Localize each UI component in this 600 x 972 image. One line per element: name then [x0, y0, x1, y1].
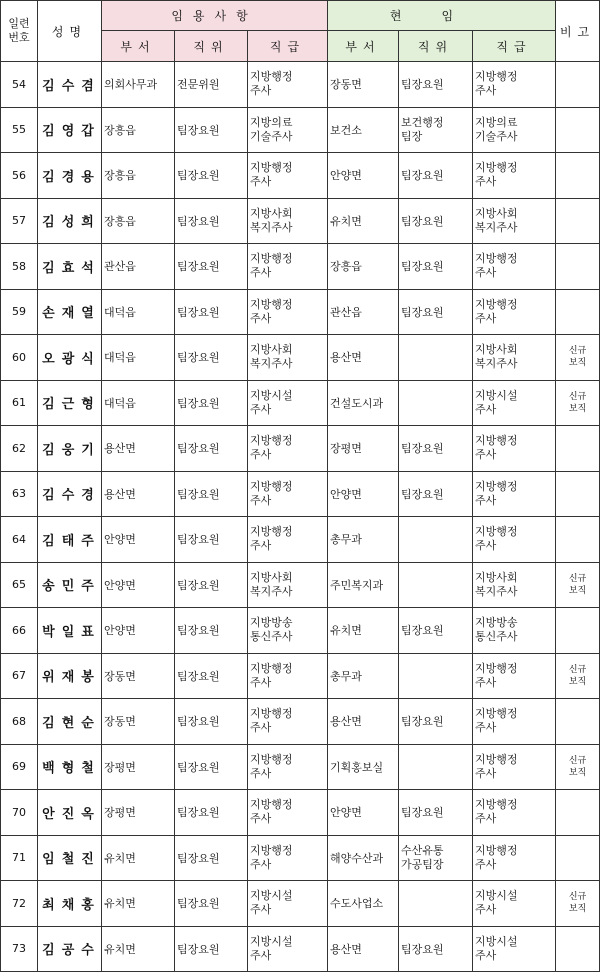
- current-grade: [473, 198, 556, 244]
- current-dept: 안양면: [328, 471, 399, 517]
- header-appoint-position: 직위: [175, 31, 248, 62]
- row-number: 70: [1, 790, 38, 836]
- appoint-position: 팀장요원: [175, 153, 248, 199]
- header-current: 현임: [328, 1, 556, 31]
- current-grade: [473, 699, 556, 745]
- note: [556, 153, 600, 199]
- appoint-grade: [248, 198, 328, 244]
- appoint-position: 팀장요원: [175, 608, 248, 654]
- current-grade-line: 지방행정: [475, 479, 518, 493]
- note: [556, 426, 600, 472]
- current-grade: [473, 471, 556, 517]
- current-position: 팀장요원: [399, 198, 473, 244]
- note: [556, 471, 600, 517]
- appoint-grade: [248, 471, 328, 517]
- appoint-grade: [248, 653, 328, 699]
- current-grade-line: 지방행정: [475, 161, 518, 175]
- person-name: 안진옥: [38, 790, 102, 836]
- current-dept: 용산면: [328, 926, 399, 972]
- row-number: 66: [1, 608, 38, 654]
- current-dept: 수도사업소: [328, 881, 399, 927]
- note: [556, 926, 600, 972]
- appoint-position: 팀장요원: [175, 244, 248, 290]
- current-dept: 용산면: [328, 335, 399, 381]
- appoint-dept: 안양면: [102, 562, 175, 608]
- appoint-grade-line: 기술주사: [250, 129, 293, 143]
- current-dept: 유치면: [328, 198, 399, 244]
- table-row: [1, 335, 600, 381]
- current-grade-line: 지방행정: [475, 843, 518, 857]
- row-number: 64: [1, 517, 38, 563]
- table-row: [1, 153, 600, 199]
- appoint-grade: [248, 335, 328, 381]
- appoint-grade: [248, 289, 328, 335]
- current-grade-line: 지방행정: [475, 434, 518, 448]
- person-name: 오광식: [38, 335, 102, 381]
- appoint-grade-line: 복지주사: [250, 357, 293, 371]
- current-grade-line: 주사: [475, 448, 497, 462]
- header-row-1: [1, 1, 600, 31]
- appoint-grade-line: 주사: [250, 857, 272, 871]
- header-appoint-grade: 직급: [248, 31, 328, 62]
- current-dept: 총무과: [328, 653, 399, 699]
- current-position: [399, 744, 473, 790]
- current-grade-line: 복지주사: [475, 584, 518, 598]
- header-no: 일련 번호: [1, 1, 38, 62]
- current-grade-line: 지방행정: [475, 707, 518, 721]
- appoint-grade-line: 주사: [250, 903, 272, 917]
- current-grade-line: 주사: [475, 903, 497, 917]
- row-number: 58: [1, 244, 38, 290]
- appoint-grade-line: 주사: [250, 175, 272, 189]
- current-dept: 장흥읍: [328, 244, 399, 290]
- table-row: [1, 699, 600, 745]
- appoint-grade-line: 지방사회: [250, 343, 293, 357]
- appoint-grade-line: 주사: [250, 721, 272, 735]
- current-grade: [473, 335, 556, 381]
- header-current-grade: 직급: [473, 31, 556, 62]
- current-dept: 용산면: [328, 699, 399, 745]
- appoint-position: 팀장요원: [175, 198, 248, 244]
- appoint-grade-line: 지방사회: [250, 206, 293, 220]
- appoint-dept: 장평면: [102, 744, 175, 790]
- current-position: [399, 881, 473, 927]
- table-row: [1, 471, 600, 517]
- appoint-grade-line: 주사: [250, 539, 272, 553]
- appoint-dept: 장흥읍: [102, 107, 175, 153]
- appoint-grade-line: 지방방송: [250, 616, 293, 630]
- appoint-grade-line: 지방행정: [250, 252, 293, 266]
- person-name: 김수경: [38, 471, 102, 517]
- current-grade: [473, 608, 556, 654]
- appoint-position: 팀장요원: [175, 835, 248, 881]
- current-grade-line: 주사: [475, 402, 497, 416]
- appoint-dept: 안양면: [102, 517, 175, 563]
- current-grade-line: 주사: [475, 675, 497, 689]
- current-grade-line: 지방사회: [475, 343, 518, 357]
- current-position-line: 보건행정: [401, 115, 444, 129]
- current-grade: [473, 835, 556, 881]
- appoint-position: 팀장요원: [175, 335, 248, 381]
- row-number: 59: [1, 289, 38, 335]
- note: 신규 보직: [556, 744, 600, 790]
- person-name: 최채홍: [38, 881, 102, 927]
- table-row: [1, 881, 600, 927]
- appoint-grade: [248, 244, 328, 290]
- appoint-grade: [248, 62, 328, 108]
- table-row: [1, 835, 600, 881]
- appoint-grade-line: 지방행정: [250, 707, 293, 721]
- current-dept: 해양수산과: [328, 835, 399, 881]
- appoint-dept: 장흥읍: [102, 153, 175, 199]
- appoint-grade: [248, 835, 328, 881]
- row-number: 63: [1, 471, 38, 517]
- appoint-grade-line: 지방행정: [250, 479, 293, 493]
- appoint-grade-line: 주사: [250, 675, 272, 689]
- appoint-grade-line: 지방시설: [250, 388, 293, 402]
- appoint-grade: [248, 790, 328, 836]
- current-grade-line: 복지주사: [475, 357, 518, 371]
- current-grade-line: 주사: [475, 766, 497, 780]
- current-dept: 주민복지과: [328, 562, 399, 608]
- appoint-position: 팀장요원: [175, 107, 248, 153]
- current-position: [399, 562, 473, 608]
- appoint-grade-line: 통신주사: [250, 630, 293, 644]
- appoint-grade-line: 지방시설: [250, 934, 293, 948]
- note: [556, 289, 600, 335]
- row-number: 68: [1, 699, 38, 745]
- current-grade-line: 주사: [475, 539, 497, 553]
- current-dept: 장평면: [328, 426, 399, 472]
- current-dept: 유치면: [328, 608, 399, 654]
- appoint-grade: [248, 608, 328, 654]
- current-position-line: 수산유통: [401, 843, 444, 857]
- table-row: [1, 562, 600, 608]
- current-position: 팀장요원: [399, 244, 473, 290]
- appoint-grade-line: 주사: [250, 448, 272, 462]
- table-row: [1, 289, 600, 335]
- current-grade: [473, 107, 556, 153]
- current-dept: 안양면: [328, 790, 399, 836]
- appoint-position: 팀장요원: [175, 289, 248, 335]
- current-dept: 관산읍: [328, 289, 399, 335]
- appoint-grade-line: 주사: [250, 493, 272, 507]
- appoint-grade-line: 지방시설: [250, 889, 293, 903]
- appoint-grade-line: 주사: [250, 311, 272, 325]
- current-position: 팀장요원: [399, 926, 473, 972]
- row-number: 65: [1, 562, 38, 608]
- current-grade: [473, 562, 556, 608]
- current-grade: [473, 653, 556, 699]
- appoint-grade-line: 주사: [250, 402, 272, 416]
- current-position: [399, 517, 473, 563]
- appoint-position: 팀장요원: [175, 699, 248, 745]
- appoint-grade-line: 복지주사: [250, 220, 293, 234]
- current-grade-line: 주사: [475, 812, 497, 826]
- current-dept: 장동면: [328, 62, 399, 108]
- row-number: 56: [1, 153, 38, 199]
- current-grade-line: 지방행정: [475, 661, 518, 675]
- appoint-grade-line: 복지주사: [250, 584, 293, 598]
- row-number: 57: [1, 198, 38, 244]
- appoint-dept: 유치면: [102, 926, 175, 972]
- appoint-dept: 관산읍: [102, 244, 175, 290]
- current-dept: 총무과: [328, 517, 399, 563]
- person-name: 김공수: [38, 926, 102, 972]
- note: [556, 62, 600, 108]
- appoint-dept: 유치면: [102, 881, 175, 927]
- current-position: 팀장요원: [399, 471, 473, 517]
- header-current-dept: 부서: [328, 31, 399, 62]
- current-grade: [473, 517, 556, 563]
- current-grade: [473, 244, 556, 290]
- person-name: 임철진: [38, 835, 102, 881]
- appoint-grade: [248, 744, 328, 790]
- current-position: [399, 653, 473, 699]
- table-row: [1, 62, 600, 108]
- appoint-grade-line: 지방행정: [250, 525, 293, 539]
- current-grade-line: 주사: [475, 311, 497, 325]
- current-grade: [473, 790, 556, 836]
- table-row: [1, 926, 600, 972]
- current-position: 팀장요원: [399, 62, 473, 108]
- appoint-grade: [248, 881, 328, 927]
- current-grade: [473, 380, 556, 426]
- current-position: 팀장요원: [399, 289, 473, 335]
- current-position: 팀장요원: [399, 608, 473, 654]
- current-grade: [473, 62, 556, 108]
- row-number: 71: [1, 835, 38, 881]
- current-grade-line: 주사: [475, 857, 497, 871]
- current-position: 팀장요원: [399, 153, 473, 199]
- person-name: 김경용: [38, 153, 102, 199]
- current-grade: [473, 744, 556, 790]
- appoint-position: 팀장요원: [175, 926, 248, 972]
- appoint-position: 전문위원: [175, 62, 248, 108]
- note: [556, 608, 600, 654]
- current-grade-line: 지방행정: [475, 525, 518, 539]
- appoint-dept: 용산면: [102, 426, 175, 472]
- note: [556, 107, 600, 153]
- current-grade-line: 지방행정: [475, 752, 518, 766]
- row-number: 69: [1, 744, 38, 790]
- appoint-dept: 장흥읍: [102, 198, 175, 244]
- person-name: 김효석: [38, 244, 102, 290]
- appoint-position: 팀장요원: [175, 790, 248, 836]
- person-name: 백형철: [38, 744, 102, 790]
- appoint-grade: [248, 380, 328, 426]
- appoint-grade: [248, 562, 328, 608]
- appoint-grade: [248, 107, 328, 153]
- appoint-dept: 대덕읍: [102, 289, 175, 335]
- note: 신규 보직: [556, 562, 600, 608]
- appoint-dept: 안양면: [102, 608, 175, 654]
- appoint-grade-line: 지방의료: [250, 115, 293, 129]
- row-number: 72: [1, 881, 38, 927]
- row-number: 67: [1, 653, 38, 699]
- appoint-grade-line: 지방행정: [250, 297, 293, 311]
- current-grade-line: 지방행정: [475, 252, 518, 266]
- appoint-dept: 유치면: [102, 835, 175, 881]
- appoint-grade-line: 지방행정: [250, 843, 293, 857]
- header-current-position: 직위: [399, 31, 473, 62]
- current-grade-line: 주사: [475, 721, 497, 735]
- person-name: 김태주: [38, 517, 102, 563]
- current-grade-line: 통신주사: [475, 630, 518, 644]
- appoint-grade: [248, 699, 328, 745]
- current-grade-line: 지방행정: [475, 798, 518, 812]
- current-grade-line: 주사: [475, 948, 497, 962]
- header-appoint-dept: 부서: [102, 31, 175, 62]
- person-name: 박일표: [38, 608, 102, 654]
- current-position: [399, 107, 473, 153]
- appoint-grade-line: 주사: [250, 812, 272, 826]
- appoint-grade-line: 주사: [250, 266, 272, 280]
- current-dept: 안양면: [328, 153, 399, 199]
- current-grade: [473, 881, 556, 927]
- row-number: 61: [1, 380, 38, 426]
- note: 신규 보직: [556, 335, 600, 381]
- table-row: [1, 426, 600, 472]
- header-name: 성명: [38, 1, 102, 62]
- table-row: [1, 744, 600, 790]
- table-row: [1, 608, 600, 654]
- table-row: [1, 198, 600, 244]
- appoint-grade: [248, 926, 328, 972]
- current-grade-line: 지방사회: [475, 206, 518, 220]
- current-grade-line: 지방시설: [475, 889, 518, 903]
- table-row: [1, 107, 600, 153]
- current-grade: [473, 153, 556, 199]
- person-name: 김근형: [38, 380, 102, 426]
- appoint-grade: [248, 426, 328, 472]
- appoint-grade-line: 지방행정: [250, 161, 293, 175]
- table-row: [1, 380, 600, 426]
- current-grade-line: 주사: [475, 493, 497, 507]
- current-grade-line: 복지주사: [475, 220, 518, 234]
- person-name: 김수겸: [38, 62, 102, 108]
- current-grade-line: 지방행정: [475, 297, 518, 311]
- appoint-dept: 용산면: [102, 471, 175, 517]
- appoint-grade-line: 주사: [250, 84, 272, 98]
- current-position: 팀장요원: [399, 699, 473, 745]
- note: [556, 244, 600, 290]
- note: [556, 790, 600, 836]
- appoint-dept: 대덕읍: [102, 380, 175, 426]
- appoint-grade: [248, 153, 328, 199]
- appoint-grade-line: 지방행정: [250, 798, 293, 812]
- appoint-grade-line: 주사: [250, 948, 272, 962]
- current-grade: [473, 289, 556, 335]
- appoint-grade-line: 지방행정: [250, 752, 293, 766]
- appoint-position: 팀장요원: [175, 471, 248, 517]
- person-name: 김현순: [38, 699, 102, 745]
- current-grade-line: 주사: [475, 266, 497, 280]
- appoint-grade-line: 지방사회: [250, 570, 293, 584]
- current-grade-line: 기술주사: [475, 129, 518, 143]
- note: 신규 보직: [556, 380, 600, 426]
- current-dept: 보건소: [328, 107, 399, 153]
- appoint-grade: [248, 517, 328, 563]
- table-row: [1, 244, 600, 290]
- appoint-position: 팀장요원: [175, 380, 248, 426]
- appoint-grade-line: 지방행정: [250, 434, 293, 448]
- current-grade-line: 지방시설: [475, 388, 518, 402]
- note: [556, 517, 600, 563]
- current-grade: [473, 926, 556, 972]
- appoint-position: 팀장요원: [175, 426, 248, 472]
- note: 신규 보직: [556, 653, 600, 699]
- row-number: 55: [1, 107, 38, 153]
- note: [556, 198, 600, 244]
- current-position: 팀장요원: [399, 426, 473, 472]
- row-number: 62: [1, 426, 38, 472]
- appoint-dept: 대덕읍: [102, 335, 175, 381]
- appoint-position: 팀장요원: [175, 653, 248, 699]
- appoint-grade-line: 지방행정: [250, 661, 293, 675]
- current-position: [399, 335, 473, 381]
- header-appointment: 임용사항: [102, 1, 328, 31]
- table-row: [1, 790, 600, 836]
- current-grade-line: 지방방송: [475, 616, 518, 630]
- table-row: [1, 517, 600, 563]
- current-grade-line: 주사: [475, 84, 497, 98]
- person-name: 김영갑: [38, 107, 102, 153]
- header-note: 비고: [556, 1, 600, 62]
- appoint-position: 팀장요원: [175, 881, 248, 927]
- current-position-line: 팀장: [401, 129, 423, 143]
- current-dept: 기획홍보실: [328, 744, 399, 790]
- appoint-grade-line: 주사: [250, 766, 272, 780]
- row-number: 73: [1, 926, 38, 972]
- current-position: [399, 835, 473, 881]
- appoint-dept: 장동면: [102, 699, 175, 745]
- person-name: 위재봉: [38, 653, 102, 699]
- appoint-position: 팀장요원: [175, 744, 248, 790]
- current-grade-line: 지방행정: [475, 70, 518, 84]
- person-name: 송민주: [38, 562, 102, 608]
- current-grade-line: 지방사회: [475, 570, 518, 584]
- appoint-dept: 의회사무과: [102, 62, 175, 108]
- appoint-dept: 장동면: [102, 653, 175, 699]
- table-body: [1, 62, 600, 972]
- current-position: 팀장요원: [399, 790, 473, 836]
- person-name: 김웅기: [38, 426, 102, 472]
- table-row: [1, 653, 600, 699]
- current-dept: 건설도시과: [328, 380, 399, 426]
- row-number: 60: [1, 335, 38, 381]
- current-grade-line: 지방의료: [475, 115, 518, 129]
- note: [556, 835, 600, 881]
- appoint-position: 팀장요원: [175, 517, 248, 563]
- note: 신규 보직: [556, 881, 600, 927]
- row-number: 54: [1, 62, 38, 108]
- note: [556, 699, 600, 745]
- current-grade: [473, 426, 556, 472]
- current-grade-line: 주사: [475, 175, 497, 189]
- appoint-grade-line: 지방행정: [250, 70, 293, 84]
- person-name: 김성희: [38, 198, 102, 244]
- current-grade-line: 지방시설: [475, 934, 518, 948]
- appoint-dept: 장평면: [102, 790, 175, 836]
- appoint-position: 팀장요원: [175, 562, 248, 608]
- current-position: [399, 380, 473, 426]
- current-position-line: 가공팀장: [401, 857, 444, 871]
- person-name: 손재열: [38, 289, 102, 335]
